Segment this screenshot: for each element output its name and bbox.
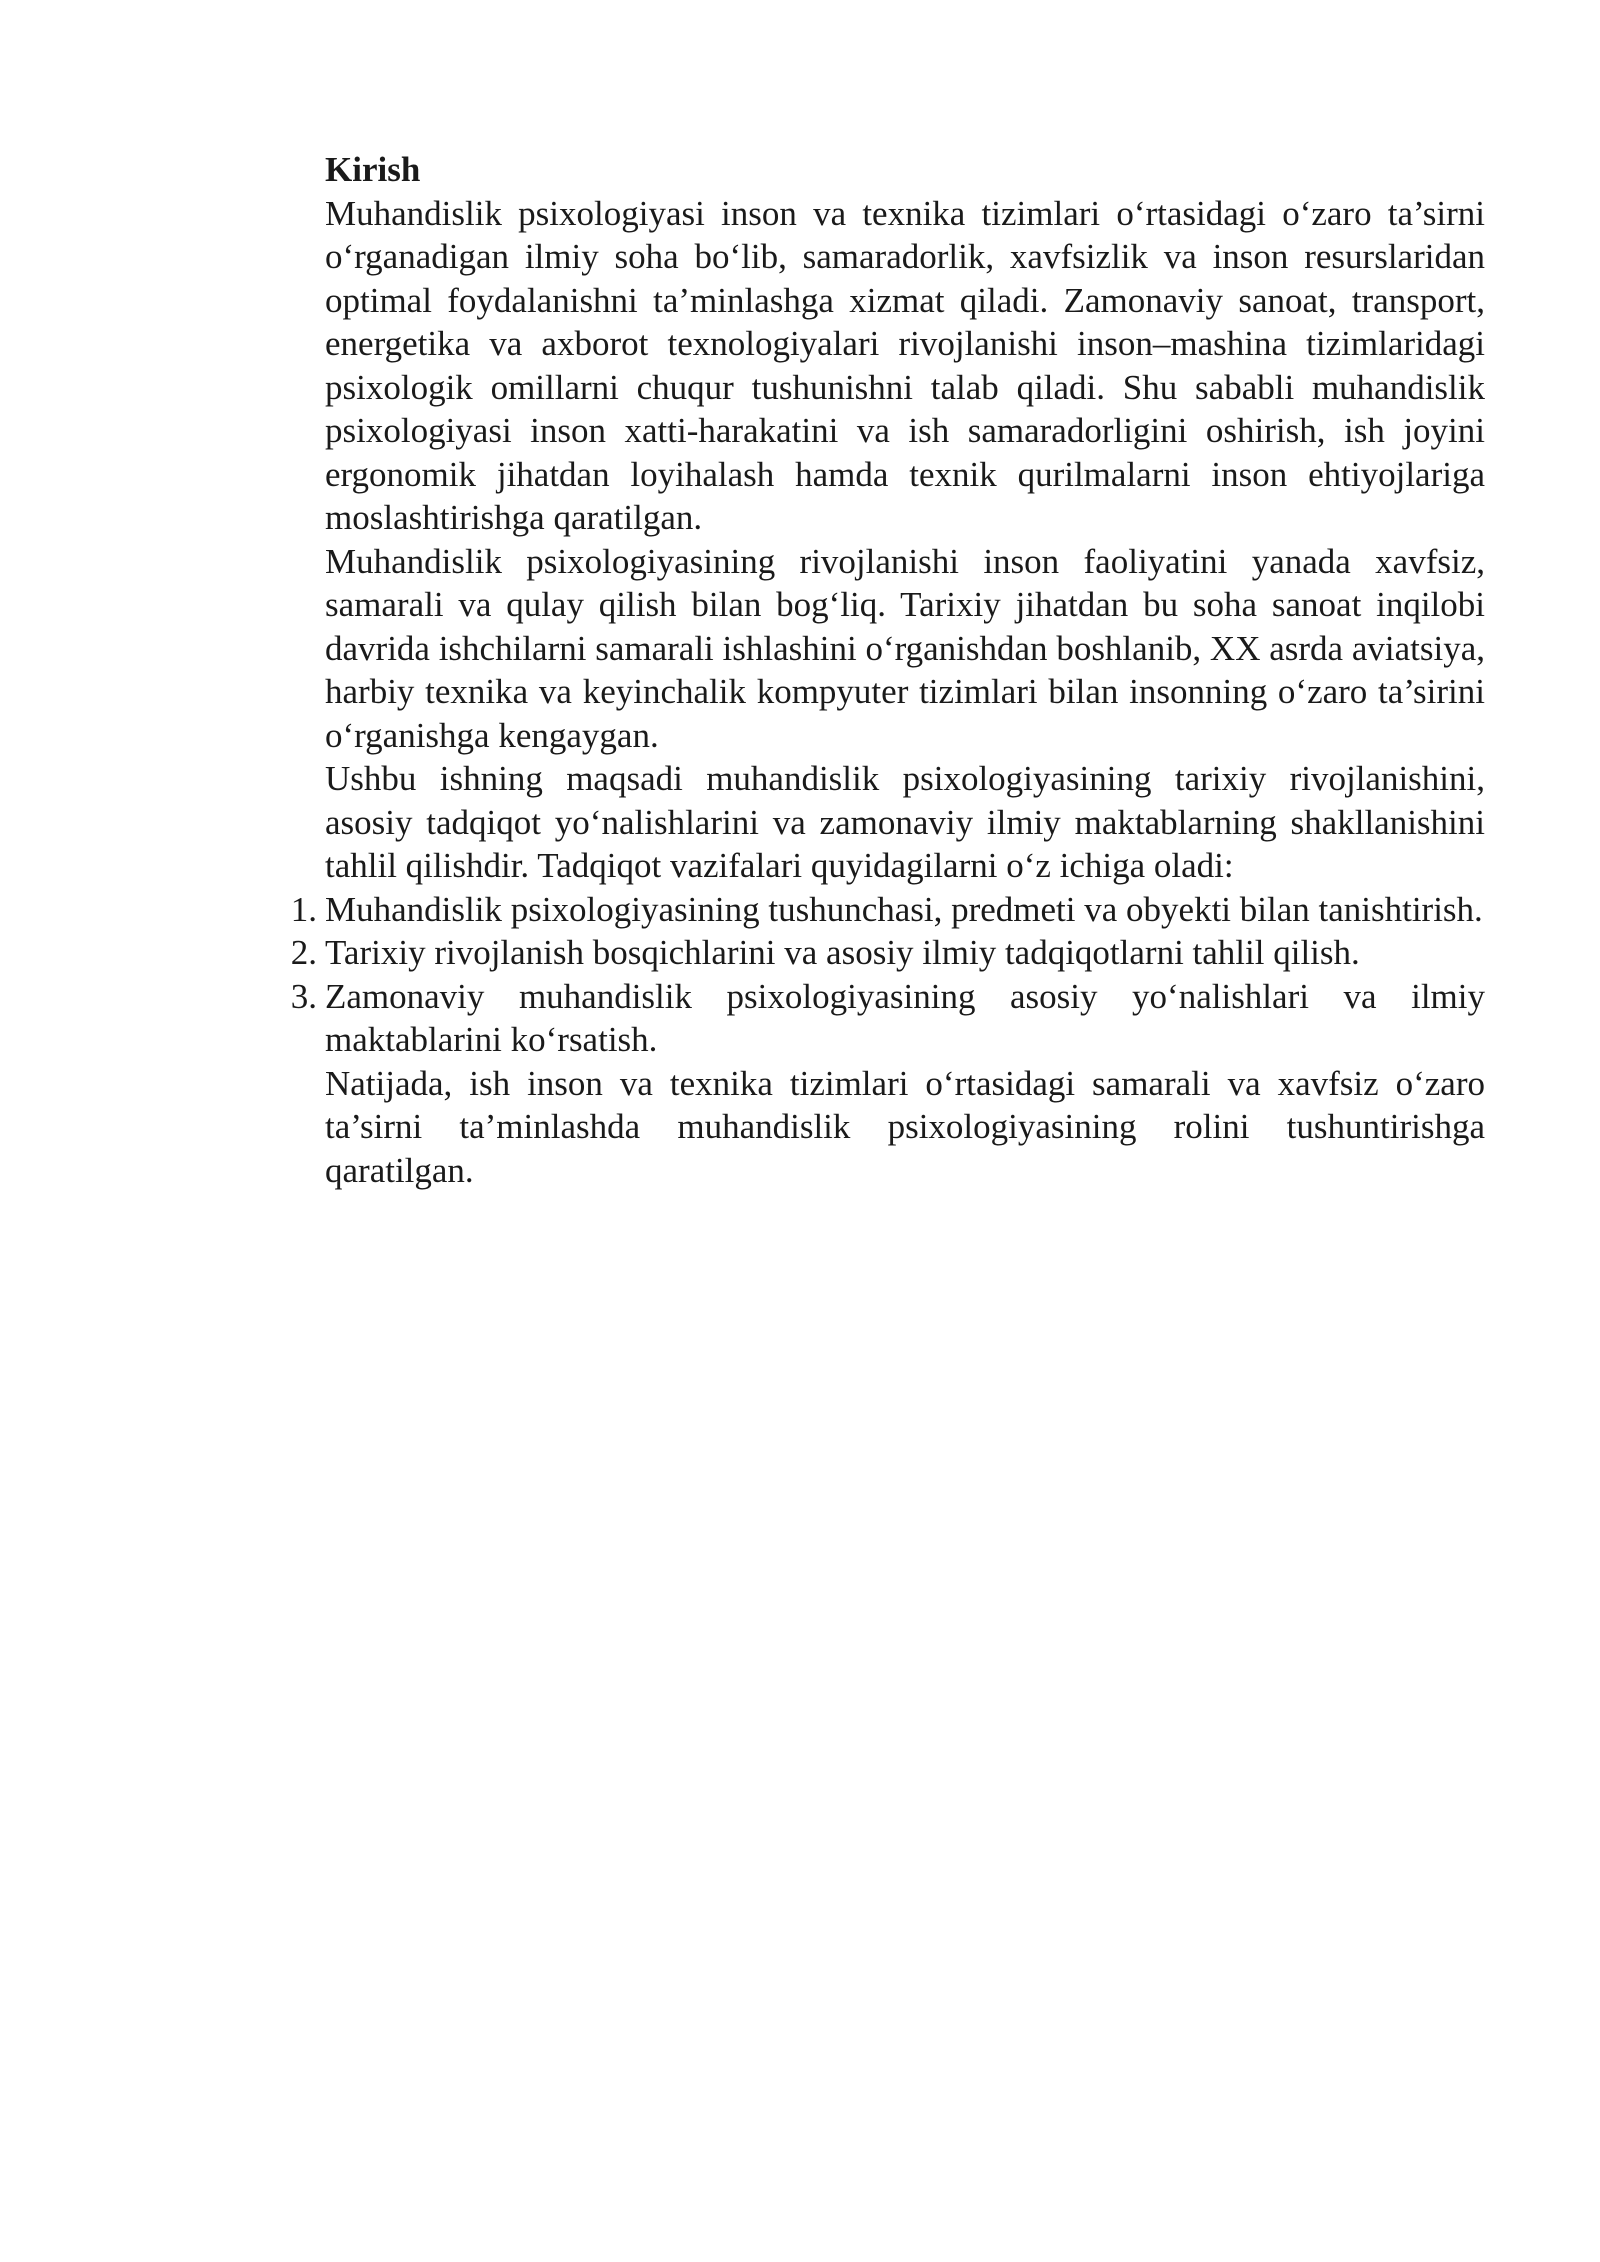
task-list — [290, 888, 1485, 1062]
list-item — [290, 888, 1485, 932]
history-paragraph: Muhandislik psixologiyasining rivojlanishi inson faoliyatini yanada xavfsiz, samarali va qulay qilish bilan bog‘liq. Tarixiy jihatdan bu soha sanoat inqilobi davrida ishchilarni samarali ishlashini o‘rganishdan boshlanib, XX asrda aviatsiya, harbiy texnika va keyinchalik kompyuter tizimlari bilan insonning o‘zaro ta’sirini o‘rganishga kengaygan. — [325, 541, 1485, 755]
list-item-text: Tarixiy rivojlanish bosqichlarini va asosiy ilmiy tadqiqotlarni tahlil qilish. — [325, 933, 1360, 972]
intro-paragraph: Muhandislik psixologiyasi inson va texnika tizimlari o‘rtasidagi o‘zaro ta’sirni o‘rganadigan ilmiy soha bo‘lib, samaradorlik, xavfsizlik va inson resurslaridan optimal foydalanishni ta’minlashga xizmat qiladi. Zamonaviy sanoat, transport, energetika va axborot texnologiyalari rivojlanishi inson–mashina tizimlaridagi psixologik omillarni chuqur tushunishni talab qiladi. Shu sababli muhandislik psixologiyasi inson xatti-harakatini va ish samaradorligini oshirish, ish joyini ergonomik jihatdan loyihalash hamda texnik qurilmalarni inson ehtiyojlariga moslashtirishga qaratilgan. — [325, 193, 1485, 537]
section-heading: Kirish — [325, 150, 421, 189]
list-item-number: 2. — [290, 933, 317, 972]
goal-paragraph: Ushbu ishning maqsadi muhandislik psixologiyasining tarixiy rivojlanishini, asosiy tadqiqot yo‘nalishlarini va zamonaviy ilmiy maktablarning shakllanishini tahlil qilishdir. Tadqiqot vazifalari quyidagilarni o‘z ichiga oladi: — [325, 759, 1485, 885]
document-body — [290, 148, 1485, 1192]
list-item-number: 3. — [290, 976, 317, 1016]
list-item-text: Muhandislik psixologiyasining tushunchasi, predmeti va obyekti bilan tanishtirish. — [325, 889, 1483, 929]
list-item — [290, 975, 1485, 1062]
list-item-text: Zamonaviy muhandislik psixologiyasining asosiy yo‘nalishlari va ilmiy maktablarini ko‘rsatish. — [325, 976, 1485, 1059]
list-item — [290, 931, 1485, 975]
list-item-number: 1. — [290, 889, 317, 929]
conclusion-paragraph: Natijada, ish inson va texnika tizimlari o‘rtasidagi samarali va xavfsiz o‘zaro ta’sirni ta’minlashda muhandislik psixologiyasining rolini tushuntirishga qaratilgan. — [325, 1063, 1485, 1190]
